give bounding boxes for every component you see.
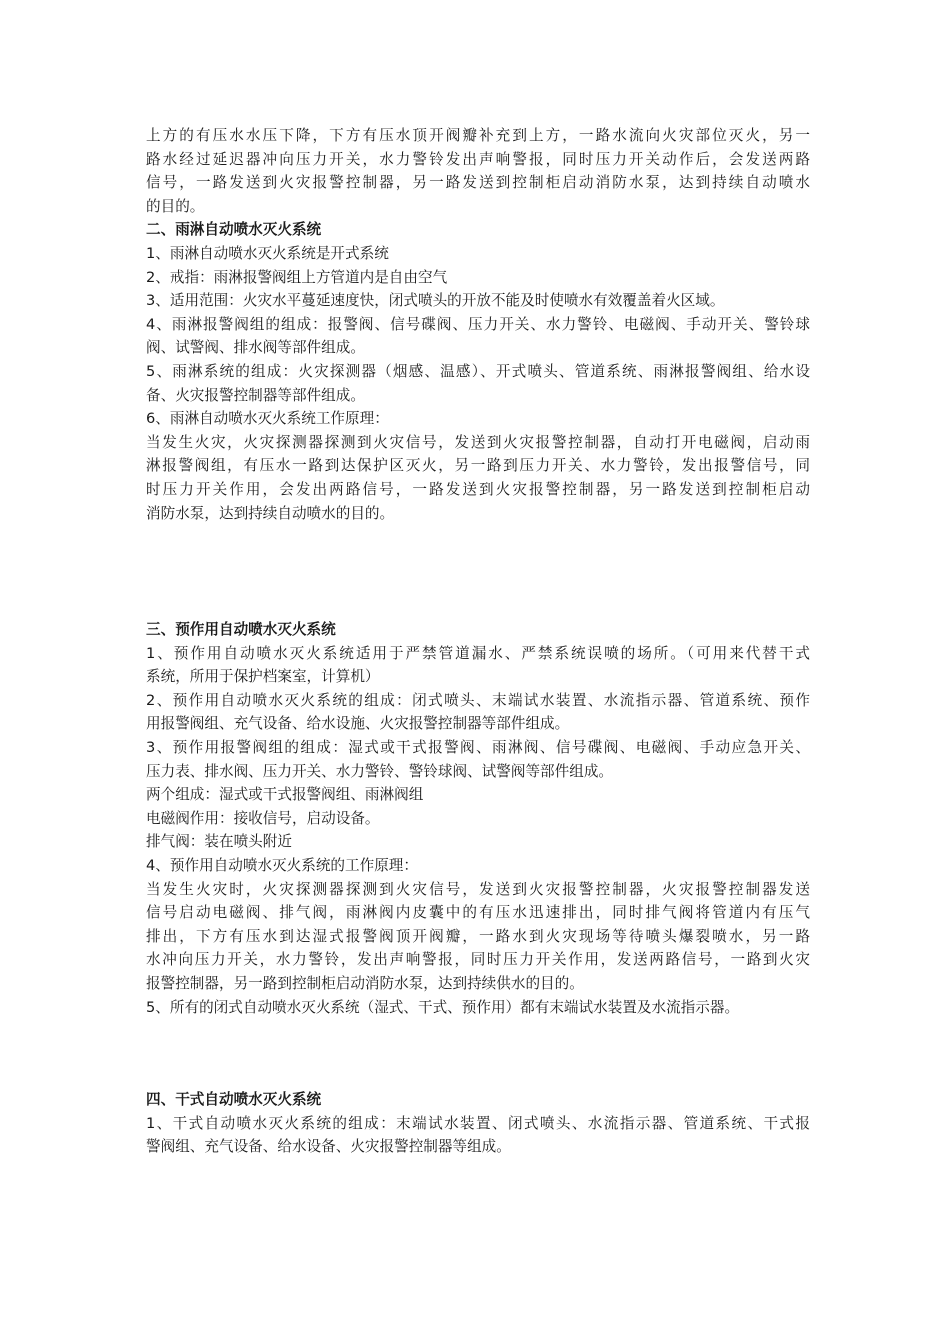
paragraph-line: 信号启动电磁阀、排气阀，雨淋阀内皮囊中的有压水迅速排出，同时排气阀将管道内有压气 xyxy=(146,904,810,922)
paragraph-line: 信号，一路发送到火灾报警控制器，另一路发送到控制柜启动消防水泵，达到持续自动喷水 xyxy=(146,174,810,192)
paragraph-line: 上方的有压水水压下降，下方有压水顶开阀瓣补充到上方，一路水流向火灾部位灭火，另一 xyxy=(146,127,810,144)
list-item: 5、雨淋系统的组成：火灾探测器（烟感、温感）、开式喷头、管道系统、雨淋报警阀组、给水设 xyxy=(146,362,810,380)
list-item: 电磁阀作用：接收信号，启动设备。 xyxy=(146,809,380,827)
list-item: 警阀组、充气设备、给水设备、火灾报警控制器等组成。 xyxy=(146,1138,511,1156)
section-2 xyxy=(146,218,810,525)
paragraph-line: 水冲向压力开关，水力警铃，发出声响警报，同时压力开关作用，发送两路信号，一路到火灾 xyxy=(146,951,810,969)
list-item: 1、干式自动喷水灭火系统的组成：末端试水装置、闭式喷头、水流指示器、管道系统、干式报 xyxy=(146,1114,810,1132)
list-item: 用报警阀组、充气设备、给水设施、火灾报警控制器等部件组成。 xyxy=(146,715,570,733)
paragraph-line: 淋报警阀组，有压水一路到达保护区灭火，另一路到压力开关、水力警铃，发出报警信号，同 xyxy=(146,457,810,475)
list-item: 3、预作用报警阀组的组成：湿式或干式报警阀、雨淋阀、信号碟阀、电磁阀、手动应急开关、 xyxy=(146,739,810,757)
paragraph-line: 消防水泵，达到持续自动喷水的目的。 xyxy=(146,504,395,522)
list-item: 4、预作用自动喷水灭火系统的工作原理： xyxy=(146,857,418,875)
section-spacer xyxy=(146,525,810,618)
document-body xyxy=(146,124,810,1159)
paragraph-line: 的目的。 xyxy=(146,197,205,215)
section-1-continuation xyxy=(146,124,810,218)
list-item: 1、预作用自动喷水灭火系统适用于严禁管道漏水、严禁系统误喷的场所。（可用来代替干式 xyxy=(146,644,810,662)
paragraph-line: 报警控制器，另一路到控制柜启动消防水泵，达到持续供水的目的。 xyxy=(146,975,584,992)
paragraph-line: 排出，下方有压水到达湿式报警阀顶开阀瓣，一路水到火灾现场等待喷头爆裂喷水，另一路 xyxy=(146,927,810,945)
paragraph-line: 当发生火灾时，火灾探测器探测到火灾信号，发送到火灾报警控制器，火灾报警控制器发送 xyxy=(146,880,810,898)
list-item: 排气阀：装在喷头附近 xyxy=(146,833,292,851)
section-3 xyxy=(146,618,810,1019)
paragraph-line: 当发生火灾，火灾探测器探测到火灾信号，发送到火灾报警控制器，自动打开电磁阀，启动雨 xyxy=(146,433,810,451)
list-item: 备、火灾报警控制器等部件组成。 xyxy=(146,386,365,404)
section-heading: 三、预作用自动喷水灭火系统 xyxy=(146,621,336,639)
section-4 xyxy=(146,1088,810,1159)
section-heading: 二、雨淋自动喷水灭火系统 xyxy=(146,221,322,239)
list-item: 4、雨淋报警阀组的组成：报警阀、信号碟阀、压力开关、水力警铃、电磁阀、手动开关、警铃球 xyxy=(146,315,810,333)
list-item: 压力表、排水阀、压力开关、水力警铃、警铃球阀、试警阀等部件组成。 xyxy=(146,762,614,780)
list-item: 3、适用范围：火灾水平蔓延速度快，闭式喷头的开放不能及时使喷水有效覆盖着火区域。 xyxy=(146,292,725,310)
list-item: 阀、试警阀、排水阀等部件组成。 xyxy=(146,339,365,357)
section-spacer xyxy=(146,1019,810,1088)
list-item: 系统，所用于保护档案室，计算机） xyxy=(146,668,380,686)
list-item: 两个组成：湿式或干式报警阀组、雨淋阀组 xyxy=(146,786,424,804)
list-item: 2、预作用自动喷水灭火系统的组成：闭式喷头、末端试水装置、水流指示器、管道系统、预作 xyxy=(146,691,810,709)
paragraph-line: 时压力开关作用，会发出两路信号，一路发送到火灾报警控制器，另一路发送到控制柜启动 xyxy=(146,480,810,498)
paragraph-line: 路水经过延迟器冲向压力开关，水力警铃发出声响警报，同时压力开关动作后，会发送两路 xyxy=(146,150,810,168)
list-item: 5、所有的闭式自动喷水灭火系统（湿式、干式、预作用）都有末端试水装置及水流指示器。 xyxy=(146,998,740,1016)
list-item: 2、戒指：雨淋报警阀组上方管道内是自由空气 xyxy=(146,268,448,286)
section-heading: 四、干式自动喷水灭火系统 xyxy=(146,1091,322,1109)
list-item: 1、雨淋自动喷水灭火系统是开式系统 xyxy=(146,244,389,262)
list-item: 6、雨淋自动喷水灭火系统工作原理： xyxy=(146,410,389,428)
